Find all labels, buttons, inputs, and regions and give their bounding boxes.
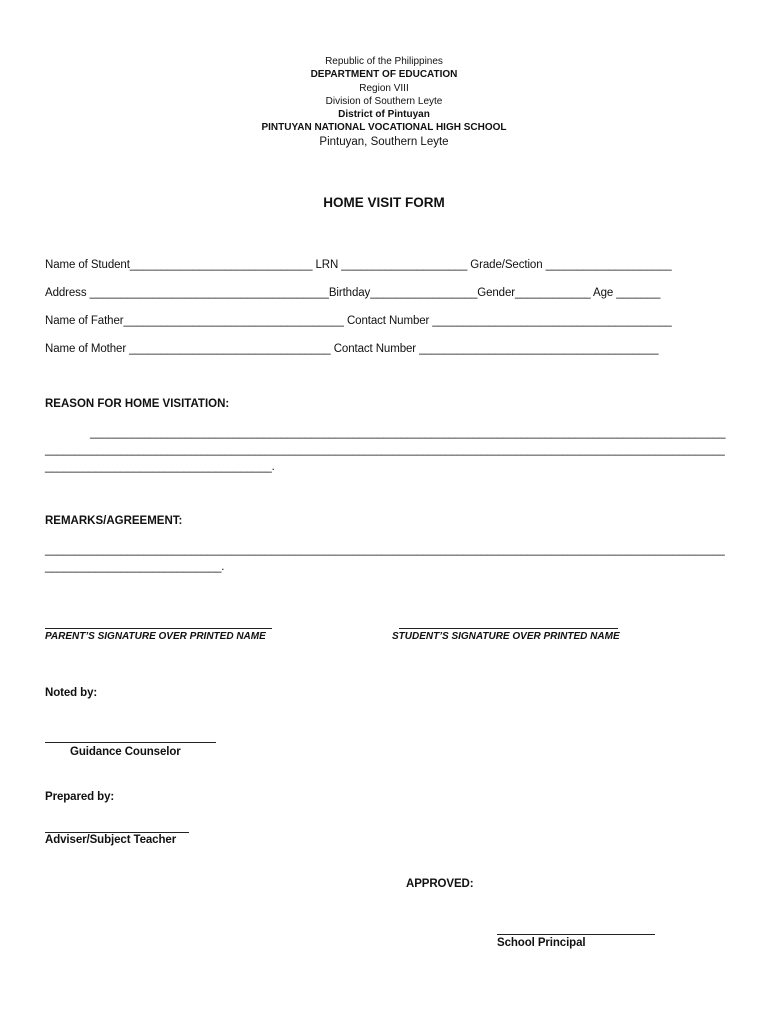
guidance-counselor-caption: Guidance Counselor (70, 746, 181, 758)
school-location: Pintuyan, Southern Leyte (319, 136, 449, 148)
school-name: PINTUYAN NATIONAL VOCATIONAL HIGH SCHOOL (261, 122, 507, 133)
remarks-line-1[interactable]: _____________________________________________________________________________________________________________________ (45, 544, 725, 556)
division-line: Division of Southern Leyte (325, 96, 443, 107)
parent-signature-line[interactable] (45, 628, 272, 629)
remarks-label: REMARKS/AGREEMENT: (45, 515, 183, 527)
remarks-line-2[interactable]: ____________________________. (45, 561, 225, 573)
student-signature-line[interactable] (399, 628, 618, 629)
prepared-by-label: Prepared by: (45, 791, 115, 803)
mother-row[interactable]: Name of Mother ________________________________ Contact Number ______________________________________ (45, 343, 659, 355)
school-principal-caption: School Principal (497, 937, 586, 949)
father-row[interactable]: Name of Father___________________________________ Contact Number ______________________________________ (45, 315, 672, 327)
reason-label: REASON FOR HOME VISITATION: (45, 398, 230, 410)
principal-signature-line[interactable] (497, 934, 655, 935)
noted-by-label: Noted by: (45, 687, 98, 699)
reason-line-1[interactable]: __________________________________________________________________________________________________________ (90, 427, 726, 439)
reason-line-2[interactable]: _____________________________________________________________________________________________________________________ (45, 444, 725, 456)
region-line: Region VIII (359, 83, 409, 94)
parent-signature-caption: PARENT’S SIGNATURE OVER PRINTED NAME (45, 631, 266, 642)
student-info-row[interactable]: Name of Student_____________________________ LRN ____________________ Grade/Section ____________________ (45, 259, 672, 271)
district-line: District of Pintuyan (338, 109, 430, 120)
student-signature-caption: STUDENT’S SIGNATURE OVER PRINTED NAME (392, 631, 620, 642)
republic-line: Republic of the Philippines (325, 56, 443, 67)
address-row[interactable]: Address ______________________________________Birthday_________________Gender____________ Age _______ (45, 287, 661, 299)
reason-line-3[interactable]: ____________________________________. (45, 461, 275, 473)
form-title: HOME VISIT FORM (323, 195, 445, 210)
counselor-signature-line[interactable] (45, 742, 216, 743)
adviser-signature-line[interactable] (45, 832, 189, 833)
approved-label: APPROVED: (406, 878, 474, 890)
adviser-caption: Adviser/Subject Teacher (45, 834, 177, 846)
department-line: DEPARTMENT OF EDUCATION (310, 69, 458, 80)
